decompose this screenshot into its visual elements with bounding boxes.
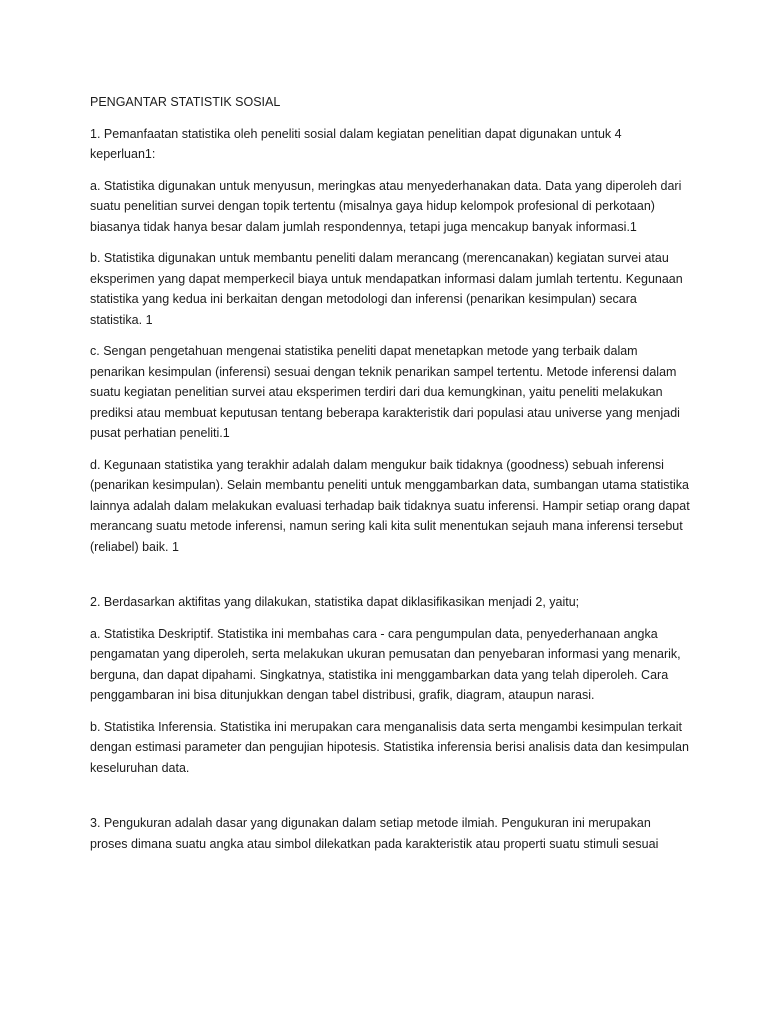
section1-item-c: c. Sengan pengetahuan mengenai statistika peneliti dapat menetapkan metode yang terbaik dalam penarikan kesimpulan (inferensi) sesuai dengan teknik penarikan sampel tertentu. Metode inferensi dalam suatu kegiatan penelitian survei atau eksperimen terdiri dari dua kemungkinan, yaitu peneliti melakukan prediksi atau membuat keputusan tentang beberapa karakteristik dari populasi atau universe yang menjadi pusat perhatian peneliti.1 xyxy=(90,344,680,440)
section1-item-b: b. Statistika digunakan untuk membantu peneliti dalam merancang (merencanakan) kegiatan survei atau eksperimen yang dapat memperkecil biaya untuk mendapatkan informasi dalam jumlah tertentu. Kegunaan statistika yang kedua ini berkaitan dengan metodologi dan inferensi (penarikan kesimpulan) secara statistika. 1 xyxy=(90,251,683,327)
section-spacer xyxy=(90,568,690,592)
section-spacer xyxy=(90,789,690,813)
section1-item-d: d. Kegunaan statistika yang terakhir adalah dalam mengukur baik tidaknya (goodness) sebuah inferensi (penarikan kesimpulan). Selain membantu peneliti untuk menggambarkan data, sumbangan utama statistika lainnya adalah dalam melakukan evaluasi terhadap baik tidaknya suatu inferensi. Hampir setiap orang dapat merancang suatu metode inferensi, namun sering kali kita sulit menentukan sejauh mana inferensi tersebut (reliabel) baik. 1 xyxy=(90,457,690,554)
section1-intro: 1. Pemanfaatan statistika oleh peneliti sosial dalam kegiatan penelitian dapat digunakan untuk 4 keperluan1: xyxy=(90,126,622,161)
section1-item-a: a. Statistika digunakan untuk menyusun, meringkas atau menyederhanakan data. Data yang diperoleh dari suatu penelitian survei dengan topik tertentu (misalnya gaya hidup kelompok profesional di perkotaan) biasanya tidak hanya besar dalam jumlah respondennya, tetapi juga mencakup banyak informasi.1 xyxy=(90,178,682,234)
document-title: PENGANTAR STATISTIK SOSIAL xyxy=(90,95,281,109)
section3-intro: 3. Pengukuran adalah dasar yang digunakan dalam setiap metode ilmiah. Pengukuran ini merupakan proses dimana suatu angka atau simbol dilekatkan pada karakteristik atau properti suatu stimuli sesuai xyxy=(90,816,659,851)
section2-item-a: a. Statistika Deskriptif. Statistika ini membahas cara - cara pengumpulan data, penyederhanaan angka pengamatan yang diperoleh, serta melakukan ukuran pemusatan dan penyebaran informasi yang menarik, berguna, dan dapat dipahami. Singkatnya, statistika ini menggambarkan data yang telah diperoleh. Cara penggambaran ini bisa ditunjukkan dengan tabel distribusi, grafik, diagram, ataupun narasi. xyxy=(90,626,681,702)
document-page xyxy=(90,92,690,865)
section2-item-b: b. Statistika Inferensia. Statistika ini merupakan cara menganalisis data serta mengambi kesimpulan terkait dengan estimasi parameter dan pengujian hipotesis. Statistika inferensia berisi analisis data dan kesimpulan keseluruhan data. xyxy=(90,719,689,775)
section2-intro: 2. Berdasarkan aktifitas yang dilakukan, statistika dapat diklasifikasikan menjadi 2, yaitu; xyxy=(90,595,580,609)
